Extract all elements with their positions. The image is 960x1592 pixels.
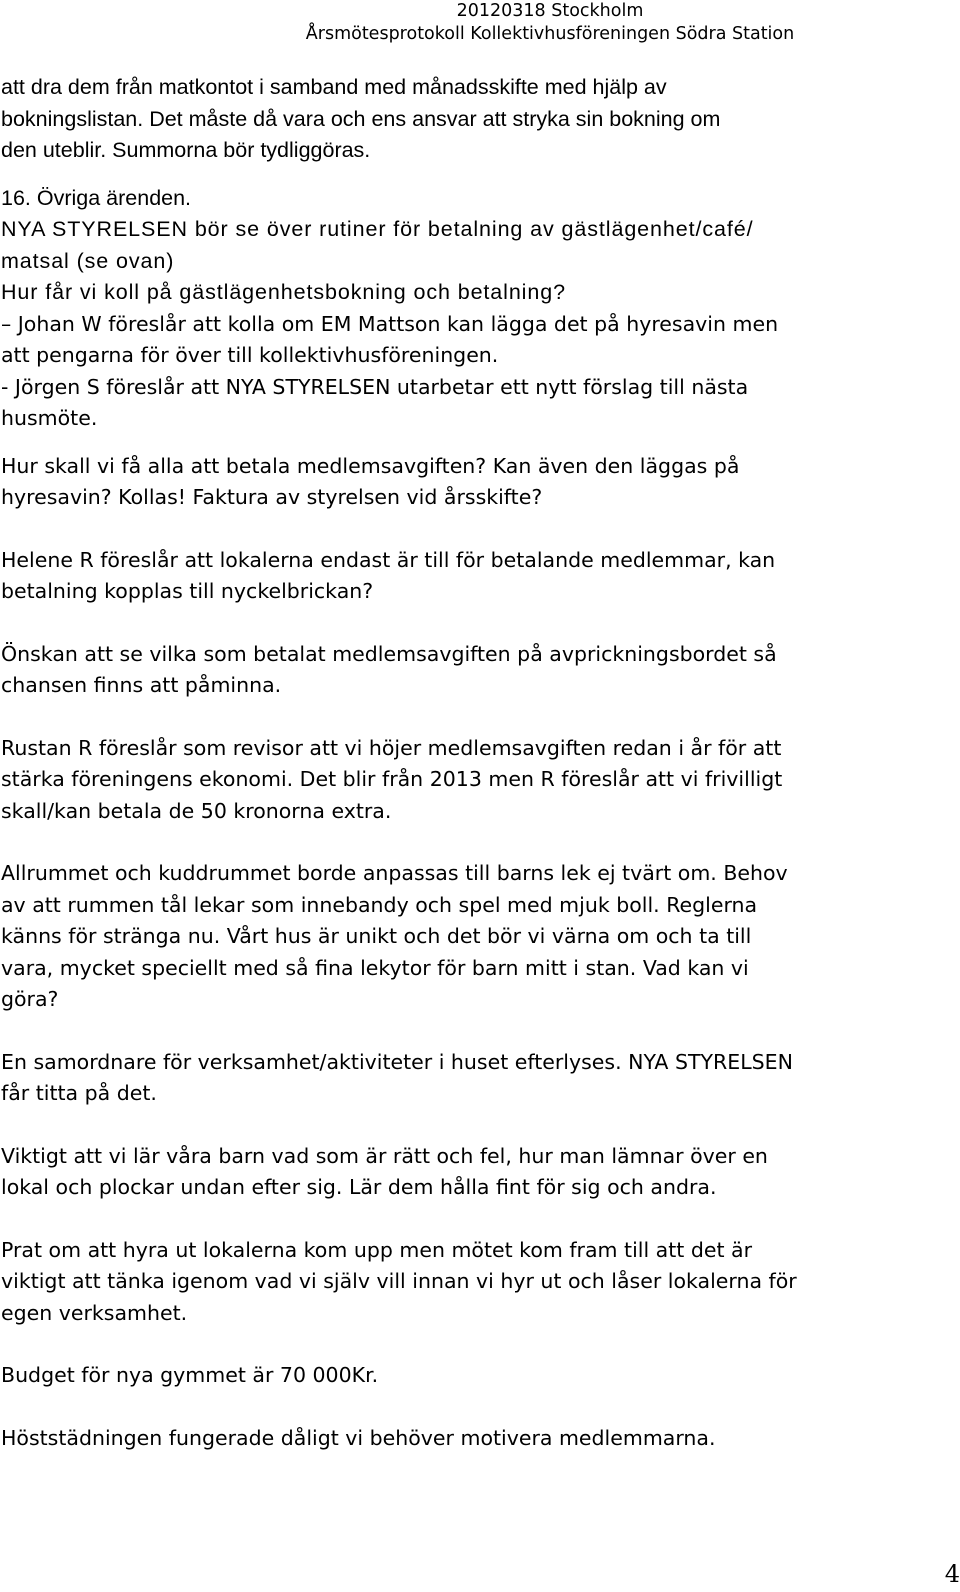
- body-line: stärka föreningens ekonomi. Det blir från 2013 men R föreslår att vi frivilligt: [1, 767, 783, 791]
- body-line: den uteblir. Summorna bör tydliggöras.: [1, 138, 371, 162]
- body-line: att dra dem från matkontot i samband med månadsskifte med hjälp av: [1, 75, 667, 99]
- body-line: betalning kopplas till nyckelbrickan?: [1, 579, 374, 603]
- body-line: Hur skall vi få alla att betala medlemsavgiften? Kan även den läggas på: [1, 453, 740, 478]
- body-line: Helene R föreslår att lokalerna endast är till för betalande medlemmar, kan: [1, 547, 776, 572]
- paragraph-gap: [1, 514, 946, 545]
- body-line: – Johan W föreslår att kolla om EM Mattson kan lägga det på hyresavin men: [1, 311, 779, 336]
- header-document-title: Årsmötesprotokoll Kollektivhusföreningen Södra Station: [305, 24, 795, 44]
- body-line: bokningslistan. Det måste då vara och ens ansvar att stryka sin bokning om: [1, 106, 721, 131]
- paragraph-gap: [1, 608, 946, 639]
- body-line: Önskan att se vilka som betalat medlemsavgiften på avprickningsbordet så: [1, 641, 777, 666]
- document-body: [1, 72, 946, 1454]
- body-line: av att rummen tål lekar som innebandy och spel med mjuk boll. Reglerna: [1, 892, 758, 917]
- paragraph-gap: [1, 1329, 946, 1360]
- paragraph-gap: [1, 1204, 946, 1235]
- header-date-location: 20120318 Stockholm: [456, 1, 644, 21]
- paragraph-gap: [1, 167, 946, 183]
- paragraph-gap: [1, 827, 946, 858]
- body-line: husmöte.: [1, 406, 98, 430]
- body-line: känns för stränga nu. Vårt hus är unikt och det bör vi värna om och ta till: [1, 924, 752, 948]
- body-line: egen verksamhet.: [1, 1300, 188, 1325]
- body-line: Rustan R föreslår som revisor att vi höjer medlemsavgiften redan i år för att: [1, 735, 782, 760]
- body-line: vara, mycket speciellt med så fina lekytor för barn mitt i stan. Vad kan vi: [1, 955, 749, 980]
- body-line: hyresavin? Kollas! Faktura av styrelsen vid årsskifte?: [1, 485, 543, 509]
- body-line: Allrummet och kuddrummet borde anpassas till barns lek ej tvärt om. Behov: [1, 861, 788, 885]
- paragraph-gap: [1, 702, 946, 733]
- body-line: Viktigt att vi lär våra barn vad som är rätt och fel, hur man lämnar över en: [1, 1143, 768, 1168]
- paragraph-gap: [1, 1016, 946, 1047]
- body-line: NYA STYRELSEN bör se över rutiner för betalning av gästlägenhet/café/: [1, 217, 754, 241]
- section-heading: 16. Övriga ärenden.: [1, 185, 192, 210]
- body-line: matsal (se ovan): [1, 248, 175, 273]
- page-number: 4: [944, 1560, 960, 1588]
- body-line: Budget för nya gymmet är 70 000Kr.: [1, 1363, 379, 1387]
- body-line: Höststädningen fungerade dåligt vi behöver motivera medlemmarna.: [1, 1425, 716, 1450]
- body-line: Prat om att hyra ut lokalerna kom upp men mötet kom fram till att det är: [1, 1237, 753, 1262]
- body-line: lokal och plockar undan efter sig. Lär dem hålla fint för sig och andra.: [1, 1175, 717, 1199]
- body-line: att pengarna för över till kollektivhusföreningen.: [1, 343, 499, 367]
- body-line: chansen finns att påminna.: [1, 673, 282, 697]
- body-line: - Jörgen S föreslår att NYA STYRELSEN utarbetar ett nytt förslag till nästa: [1, 374, 749, 399]
- page-header: [0, 0, 960, 46]
- paragraph-gap: [1, 1110, 946, 1141]
- body-line: viktigt att tänka igenom vad vi själv vill innan vi hyr ut och låser lokalerna för: [1, 1269, 797, 1293]
- paragraph-gap: [1, 435, 946, 451]
- body-line: skall/kan betala de 50 kronorna extra.: [1, 798, 392, 823]
- body-line: En samordnare för verksamhet/aktiviteter i huset efterlyses. NYA STYRELSEN: [1, 1049, 793, 1074]
- paragraph-gap: [1, 1392, 946, 1423]
- body-line: göra?: [1, 987, 59, 1011]
- body-line: Hur får vi koll på gästlägenhetsbokning och betalning?: [1, 280, 566, 304]
- body-line: får titta på det.: [1, 1081, 157, 1105]
